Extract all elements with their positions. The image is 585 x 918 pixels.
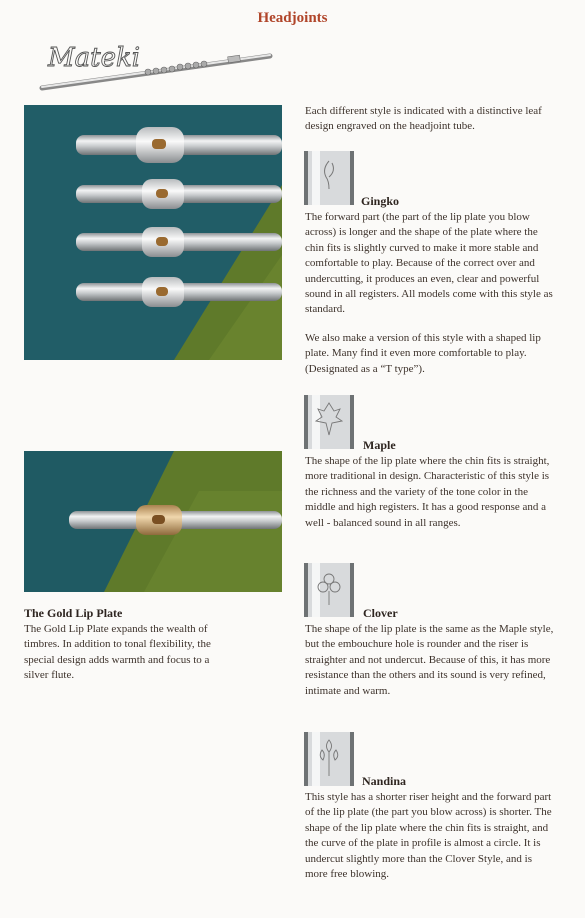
gingko-t-type-note: We also make a version of this style with a shaped lip plate. Many find it even more comfortable to play. (Designated as a “T type”). bbox=[305, 332, 541, 375]
gingko-title: Gingko bbox=[361, 194, 400, 208]
clover-leaf-engraving-image bbox=[304, 563, 354, 617]
maple-title: Maple bbox=[363, 438, 396, 452]
maple-description: The shape of the lip plate where the chin fits is straight, more traditional in design. Characteristic of this style is the richness and the variety of the tone color in the middle and high registers. It has a good response and a well - balanced sound in all ranges. bbox=[305, 455, 550, 529]
logo-text: Mateki bbox=[48, 43, 141, 73]
clover-title: Clover bbox=[363, 606, 398, 620]
mateki-logo bbox=[38, 36, 273, 94]
page-title: Headjoints bbox=[257, 10, 328, 26]
gold-lip-plate-photo bbox=[24, 451, 282, 592]
clover-description: The shape of the lip plate is the same as the Maple style, but the embouchure hole is rounder and the riser is straighter and not undercut. Because of this, it has more resistance than the others and its sound is very refined, intimate and warm. bbox=[305, 623, 554, 697]
nandina-leaf-engraving-image bbox=[304, 732, 354, 786]
intro-text: Each different style is indicated with a distinctive leaf design engraved on the headjoint tube. bbox=[305, 105, 542, 133]
gingko-description: The forward part (the part of the lip plate you blow across) is longer and the shape of the plate where the chin fits is slightly curved to make it more stable and comfortable to play. Because of the correct over and undercutting, it produces an even, clear and powerful sound in all registers. All models come with this style as standard. bbox=[305, 211, 553, 316]
nandina-description: This style has a shorter riser height and the forward part of the lip plate (the part you blow across) is shorter. The shape of the lip plate where the chin fits is straight, and the curve of the plate in profile is almost a circle. It is undercut slightly more than the Clover Style, and is more free blowing. bbox=[305, 791, 552, 881]
headjoints-photo bbox=[24, 105, 282, 360]
nandina-title: Nandina bbox=[362, 774, 407, 788]
gingko-leaf-engraving-image bbox=[304, 151, 354, 205]
gold-lip-plate-description: The Gold Lip Plate expands the wealth of timbres. In addition to tonal flexibility, the special design adds warmth and focus to a silver flute. bbox=[24, 623, 211, 682]
maple-leaf-engraving-image bbox=[304, 395, 354, 449]
gold-lip-plate-title: The Gold Lip Plate bbox=[24, 606, 123, 620]
